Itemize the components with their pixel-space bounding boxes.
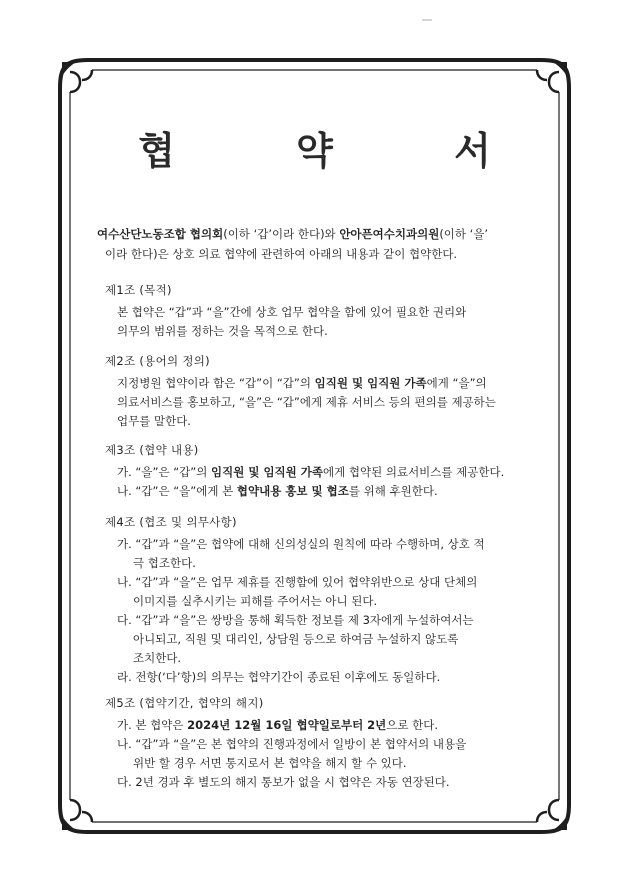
- document-title: 협 약 서: [138, 128, 545, 173]
- article-line: 의무의 범위를 정하는 것을 목적으로 한다.: [117, 324, 328, 338]
- bold-segment: 임직원 및 임직원 가족: [211, 465, 323, 479]
- article-item-continuation: 극 협조한다.: [133, 556, 196, 570]
- article-3: [105, 441, 535, 501]
- bold-segment: 임직원 및 임직원 가족: [314, 376, 427, 390]
- party-b-name: 안아픈여수치과의원: [339, 227, 440, 241]
- intro-paragraph: [97, 224, 537, 264]
- article-item: 나. “갑”과 “을”은 업무 제휴를 진행함에 있어 협약위반으로 상대 단체의: [117, 575, 478, 589]
- article-5: [105, 694, 535, 792]
- text-segment: 에게 “을”의: [426, 376, 487, 390]
- text-segment: 나. “갑”은 “을”에게 본: [117, 484, 237, 498]
- article-line: 업무를 말한다.: [117, 414, 191, 428]
- text-segment: 으로 한다.: [386, 718, 439, 732]
- party-a-name: 여수산단노동조합 협의회: [97, 227, 224, 241]
- article-heading: 제3조 (협약 내용): [105, 443, 199, 457]
- text-segment: 에게 협약된 의료서비스를 제공한다.: [323, 465, 505, 479]
- article-item: [105, 482, 535, 501]
- article-item-continuation: 위반 할 경우 서면 통지로서 본 협약을 해지 할 수 있다.: [133, 756, 407, 770]
- article-line: [105, 374, 535, 393]
- article-item: 나. “갑”과 “을”은 본 협약의 진행과정에서 일방이 본 협약서의 내용을: [117, 737, 467, 751]
- intro-line-2: 이라 한다)은 상호 의료 협약에 관련하여 아래의 내용과 같이 협약한다.: [105, 247, 458, 261]
- text-segment: 지정병원 협약이라 함은 “갑”이 “갑”의: [117, 376, 315, 390]
- article-item: [105, 716, 535, 735]
- article-item: 다. “갑”과 “을”은 쌍방을 통해 획득한 정보를 제 3자에게 누설하여서는: [117, 613, 474, 627]
- intro-text-a: (이하 ‘갑’이라 한다)와: [223, 227, 340, 241]
- article-item-continuation: 아니되고, 직원 및 대리인, 상담원 등으로 하여금 누설하지 않도록: [133, 632, 459, 646]
- article-item-continuation: 이미지를 실추시키는 피해를 주어서는 아니 된다.: [133, 594, 378, 608]
- article-item: [105, 463, 535, 482]
- article-line: 본 협약은 “갑”과 “을”간에 상호 업무 협약을 함에 있어 필요한 권리와: [117, 305, 467, 319]
- text-segment: 를 위해 후원한다.: [348, 484, 438, 498]
- article-heading: 제5조 (협약기간, 협약의 해지): [105, 696, 264, 710]
- article-item: 라. 전항(‘다’항)의 의무는 협약기간이 종료된 이후에도 동일하다.: [117, 670, 441, 684]
- article-item: 다. 2년 경과 후 별도의 해지 통보가 없을 시 협약은 자동 연장된다.: [117, 775, 450, 789]
- article-2: [105, 352, 535, 431]
- intro-line-1: [97, 224, 537, 244]
- article-heading: 제4조 (협조 및 의무사항): [105, 515, 237, 529]
- article-heading: 제2조 (용어의 정의): [105, 354, 210, 368]
- article-line: 의료서비스를 홍보하고, “을”은 “갑”에게 제휴 서비스 등의 편의를 제공하는: [117, 395, 496, 409]
- text-segment: 가. 본 협약은: [117, 718, 188, 732]
- article-item-continuation: 조치한다.: [133, 651, 182, 665]
- bold-segment: 2024년 12월 16일 협약일로부터 2년: [187, 718, 387, 732]
- article-heading: 제1조 (목적): [105, 283, 172, 297]
- bold-segment: 협약내용 홍보 및 협조: [236, 484, 349, 498]
- article-4: [105, 513, 535, 687]
- text-segment: 가. “을”은 “갑”의: [117, 465, 211, 479]
- intro-text-b: (이하 ‘을’: [439, 227, 489, 241]
- article-1: [105, 281, 535, 341]
- article-item: 가. “갑”과 “을”은 협약에 대해 신의성실의 원칙에 따라 수행하며, 상호 적: [117, 537, 485, 551]
